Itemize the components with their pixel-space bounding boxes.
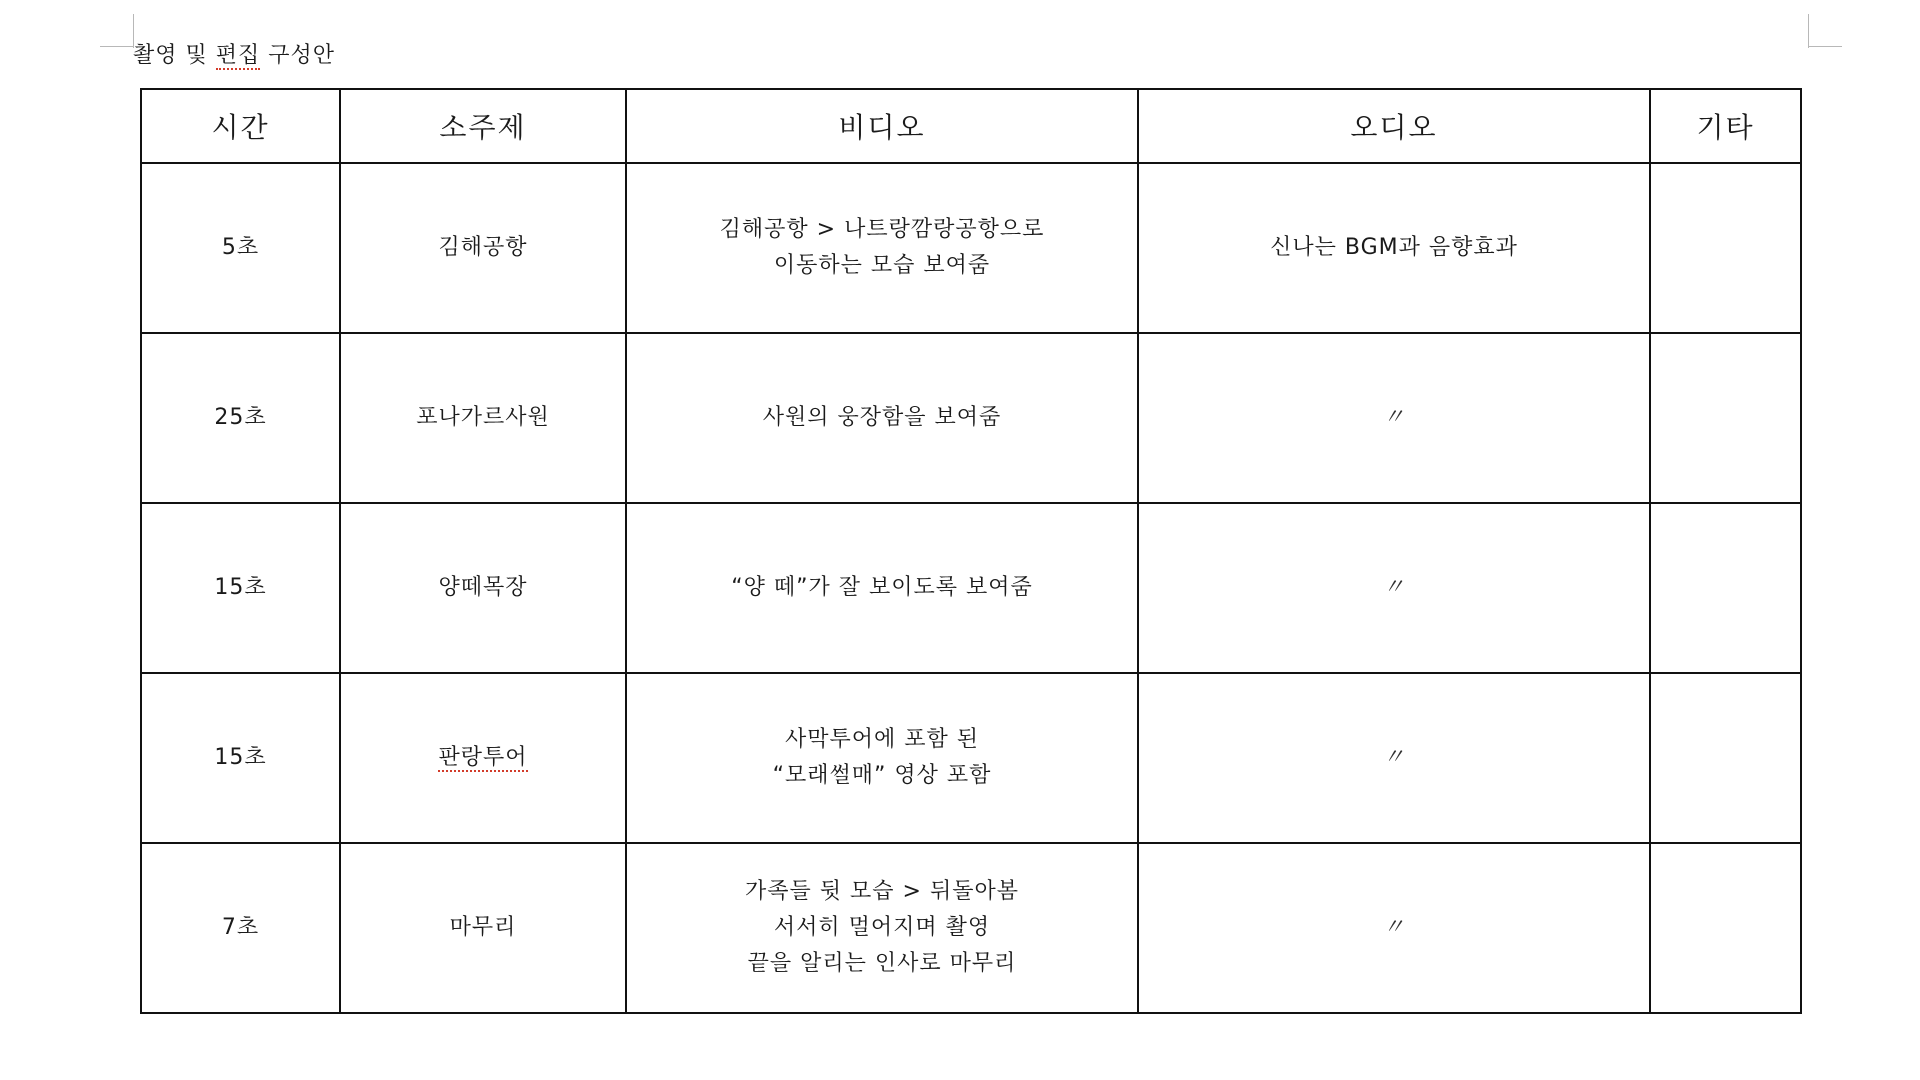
video-line: 가족들 뒷 모습 > 뒤돌아봄 (745, 879, 1019, 904)
cell-time[interactable]: 7초 (141, 843, 340, 1013)
table-row (141, 503, 1801, 673)
cell-time[interactable]: 5초 (141, 163, 340, 333)
title-part-spellcheck: 편집 (215, 43, 261, 68)
video-line: 이동하는 모습 보여줌 (773, 253, 991, 278)
header-audio: 오디오 (1138, 89, 1650, 163)
cell-etc[interactable] (1650, 503, 1801, 673)
cell-etc[interactable] (1650, 333, 1801, 503)
topic-text-spellcheck: 판랑투어 (438, 745, 528, 770)
cell-etc[interactable] (1650, 673, 1801, 843)
cell-audio-ditto[interactable]: 〃 (1138, 673, 1650, 843)
table-row (141, 333, 1801, 503)
video-line: 서서히 멀어지며 촬영 (773, 915, 991, 940)
table-row (141, 843, 1801, 1013)
cell-audio-ditto[interactable]: 〃 (1138, 843, 1650, 1013)
cell-video[interactable] (626, 673, 1138, 843)
cell-topic[interactable]: 포나가르사원 (340, 333, 626, 503)
video-line: 사원의 웅장함을 보여줌 (762, 405, 1002, 430)
crop-mark-top-right-horizontal (1808, 46, 1842, 47)
video-line: “모래썰매” 영상 포함 (772, 763, 992, 788)
video-line: 김해공항 > 나트랑깜랑공항으로 (719, 217, 1045, 242)
cell-video[interactable] (626, 843, 1138, 1013)
cell-etc[interactable] (1650, 163, 1801, 333)
production-plan-table (140, 88, 1802, 1014)
cell-topic[interactable] (340, 673, 626, 843)
cell-topic[interactable]: 김해공항 (340, 163, 626, 333)
cell-video[interactable] (626, 163, 1138, 333)
header-etc: 기타 (1650, 89, 1801, 163)
cell-video[interactable] (626, 503, 1138, 673)
cell-audio[interactable]: 신나는 BGM과 음향효과 (1138, 163, 1650, 333)
video-line: 끝을 알리는 인사로 마무리 (747, 951, 1017, 976)
crop-mark-top-right-vertical (1808, 14, 1809, 48)
crop-mark-top-left-horizontal (100, 46, 134, 47)
cell-time[interactable]: 25초 (141, 333, 340, 503)
video-line: “양 떼”가 잘 보이도록 보여줌 (731, 575, 1033, 600)
header-video: 비디오 (626, 89, 1138, 163)
cell-audio-ditto[interactable]: 〃 (1138, 333, 1650, 503)
cell-topic[interactable]: 양떼목장 (340, 503, 626, 673)
video-line: 사막투어에 포함 된 (784, 727, 979, 752)
cell-topic[interactable]: 마무리 (340, 843, 626, 1013)
header-topic: 소주제 (340, 89, 626, 163)
table-row (141, 163, 1801, 333)
cell-etc[interactable] (1650, 843, 1801, 1013)
header-time: 시간 (141, 89, 340, 163)
cell-time[interactable]: 15초 (141, 503, 340, 673)
title-part: 구성안 (260, 43, 336, 68)
cell-video[interactable] (626, 333, 1138, 503)
document-title (133, 38, 335, 69)
cell-audio-ditto[interactable]: 〃 (1138, 503, 1650, 673)
table-row (141, 673, 1801, 843)
title-part: 촬영 및 (133, 43, 216, 68)
cell-time[interactable]: 15초 (141, 673, 340, 843)
table-header-row (141, 89, 1801, 163)
